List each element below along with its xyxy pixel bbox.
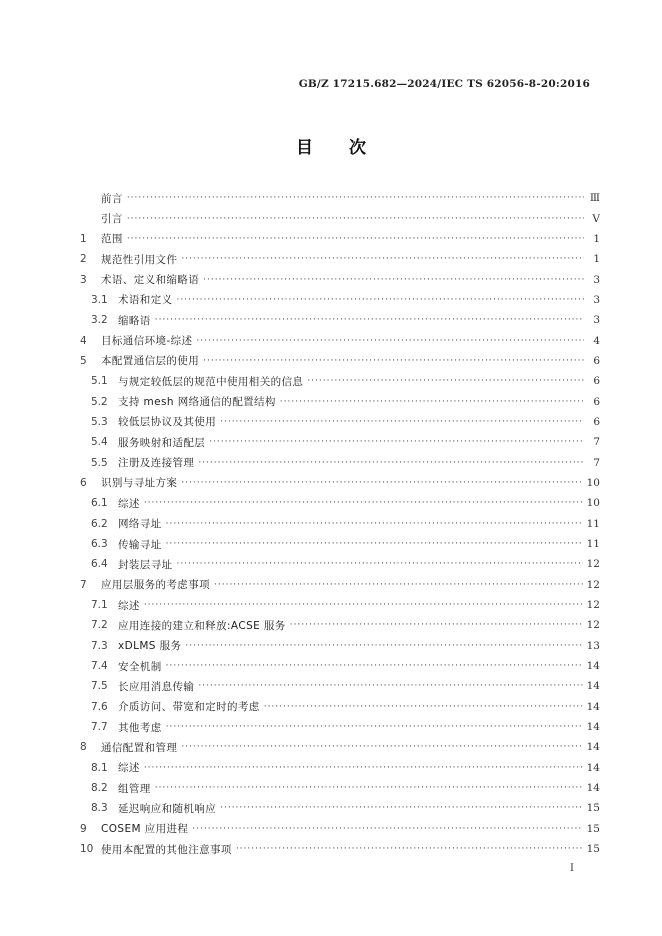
toc-leader-dots [181, 254, 584, 264]
toc-leader-dots [220, 803, 583, 813]
toc-leader-dots [203, 275, 584, 285]
toc-entry-number: 7.1 [91, 599, 108, 612]
table-of-contents [80, 188, 600, 859]
toc-entry-title: 范围 [101, 233, 123, 246]
toc-entry-title: 应用层服务的考虑事项 [101, 579, 210, 592]
toc-entry[interactable] [80, 534, 600, 554]
toc-entry[interactable] [80, 249, 600, 269]
toc-leader-dots [214, 580, 583, 590]
toc-entry[interactable] [80, 351, 600, 371]
toc-entry-title: COSEM 应用进程 [101, 823, 189, 836]
toc-entry-number: 3.1 [91, 293, 108, 306]
toc-entry-page: Ⅲ [589, 192, 600, 205]
toc-leader-dots [185, 641, 582, 651]
toc-entry-title: 长应用消息传输 [118, 680, 195, 693]
toc-entry[interactable] [80, 412, 600, 432]
toc-entry[interactable] [80, 839, 600, 859]
toc-entry-number: 5.4 [91, 436, 108, 449]
toc-entry-number: 10 [80, 843, 94, 856]
toc-entry[interactable] [80, 493, 600, 513]
toc-entry-page: 7 [593, 456, 600, 469]
toc-entry[interactable] [80, 758, 600, 778]
toc-entry-number: 7.5 [91, 680, 108, 693]
toc-entry-title: 传输寻址 [118, 538, 162, 551]
toc-entry[interactable] [80, 452, 600, 472]
standard-number: GB/Z 17215.682—2024/IEC TS 62056-8-20:2016 [298, 78, 590, 90]
toc-entry-title: 使用本配置的其他注意事项 [101, 843, 232, 856]
toc-entry-page: 1 [593, 253, 600, 266]
toc-entry-page: 10 [586, 497, 600, 510]
toc-leader-dots [220, 417, 584, 427]
toc-entry-title: xDLMS 服务 [118, 640, 182, 653]
toc-entry-number: 5.2 [91, 395, 108, 408]
toc-entry-page: 15 [586, 802, 600, 815]
toc-leader-dots [166, 539, 583, 549]
toc-entry-number: 3 [80, 273, 87, 286]
toc-entry-number: 8.3 [91, 802, 108, 815]
toc-entry-number: 2 [80, 253, 87, 266]
footer-page-number: I [570, 863, 574, 874]
toc-entry-page: 6 [593, 375, 600, 388]
toc-leader-dots [236, 844, 583, 854]
toc-entry-page: 14 [586, 721, 600, 734]
toc-entry-number: 6.2 [91, 517, 108, 530]
toc-entry[interactable] [80, 371, 600, 391]
toc-entry[interactable] [80, 188, 600, 208]
toc-entry-page: 3 [593, 293, 600, 306]
toc-entry-title: 安全机制 [118, 660, 162, 673]
toc-leader-dots [209, 437, 584, 447]
toc-leader-dots [290, 620, 583, 630]
toc-entry-page: 15 [586, 843, 600, 856]
toc-leader-dots [144, 600, 583, 610]
toc-leader-dots [155, 315, 584, 325]
toc-entry-page: 14 [586, 700, 600, 713]
toc-entry[interactable] [80, 819, 600, 839]
toc-entry-number: 7 [80, 578, 87, 591]
title-char-2: 次 [349, 138, 366, 158]
toc-leader-dots [177, 295, 585, 305]
toc-entry-title: 术语、定义和缩略语 [101, 274, 200, 287]
toc-entry-number: 7.2 [91, 619, 108, 632]
toc-entry-number: 9 [80, 822, 87, 835]
toc-leader-dots [264, 702, 583, 712]
toc-entry-page: 11 [586, 517, 600, 530]
toc-leader-dots [127, 193, 584, 203]
toc-leader-dots [177, 559, 583, 569]
toc-leader-dots [198, 681, 582, 691]
toc-entry-title: 较低层协议及其使用 [118, 416, 217, 429]
toc-entry-title: 服务映射和适配层 [118, 436, 206, 449]
toc-leader-dots [144, 763, 583, 773]
toc-entry[interactable] [80, 290, 600, 310]
toc-leader-dots [198, 458, 584, 468]
toc-entry-title: 封装层寻址 [118, 558, 173, 571]
toc-entry-number: 7.4 [91, 660, 108, 673]
toc-entry[interactable] [80, 208, 600, 228]
toc-entry-page: 15 [586, 822, 600, 835]
toc-entry-title: 综述 [118, 497, 140, 510]
toc-leader-dots [181, 478, 582, 488]
toc-entry[interactable] [80, 615, 600, 635]
toc-entry-number: 6 [80, 476, 87, 489]
toc-entry[interactable] [80, 229, 600, 249]
toc-leader-dots [196, 336, 584, 346]
toc-entry-number: 7.7 [91, 721, 108, 734]
toc-entry-page: 12 [586, 599, 600, 612]
toc-entry-number: 6.1 [91, 497, 108, 510]
toc-entry-title: 术语和定义 [118, 294, 173, 307]
toc-entry[interactable] [80, 697, 600, 717]
toc-entry-number: 3.2 [91, 314, 108, 327]
toc-leader-dots [166, 661, 583, 671]
toc-entry-page: 3 [593, 314, 600, 327]
toc-entry-title: 识别与寻址方案 [101, 477, 178, 490]
toc-leader-dots [192, 824, 582, 834]
toc-entry-page: 6 [593, 395, 600, 408]
toc-entry[interactable] [80, 595, 600, 615]
toc-entry-title: 综述 [118, 599, 140, 612]
toc-entry[interactable] [80, 636, 600, 656]
toc-entry-number: 8 [80, 741, 87, 754]
toc-entry-number: 7.3 [91, 639, 108, 652]
toc-entry-title: 组管理 [118, 782, 151, 795]
toc-entry-title: 介质访问、带宽和定时的考虑 [118, 701, 260, 714]
toc-leader-dots [181, 742, 582, 752]
toc-entry-number: 1 [80, 232, 87, 245]
toc-entry-title: 缩略语 [118, 314, 151, 327]
toc-leader-dots [280, 397, 584, 407]
toc-entry-page: 3 [593, 273, 600, 286]
toc-entry[interactable] [80, 717, 600, 737]
toc-entry-title: 与规定较低层的规范中使用相关的信息 [118, 375, 304, 388]
toc-entry-number: 5.3 [91, 415, 108, 428]
toc-entry-page: 13 [586, 639, 600, 652]
toc-entry[interactable] [80, 330, 600, 350]
toc-entry-title: 应用连接的建立和释放:ACSE 服务 [118, 619, 286, 632]
toc-entry-title: 延迟响应和随机响应 [118, 802, 217, 815]
toc-entry-number: 5.5 [91, 456, 108, 469]
page-title [0, 133, 662, 158]
toc-entry[interactable] [80, 391, 600, 411]
toc-entry-page: 12 [586, 578, 600, 591]
toc-leader-dots [166, 519, 583, 529]
toc-entry[interactable] [80, 473, 600, 493]
toc-entry[interactable] [80, 554, 600, 574]
toc-entry[interactable] [80, 676, 600, 696]
toc-entry-page: 14 [586, 782, 600, 795]
toc-entry[interactable] [80, 778, 600, 798]
toc-entry-page: 14 [586, 660, 600, 673]
toc-entry[interactable] [80, 575, 600, 595]
toc-entry-number: 5.1 [91, 375, 108, 388]
toc-entry-number: 6.3 [91, 538, 108, 551]
toc-entry-page: 4 [593, 334, 600, 347]
toc-entry-title: 通信配置和管理 [101, 741, 178, 754]
toc-leader-dots [127, 234, 584, 244]
toc-entry[interactable] [80, 310, 600, 330]
toc-entry-title: 其他考虑 [118, 721, 162, 734]
title-char-1: 目 [296, 138, 313, 158]
toc-entry-page: 11 [586, 538, 600, 551]
toc-entry-number: 4 [80, 334, 87, 347]
toc-entry-page: 14 [586, 741, 600, 754]
toc-entry-title: 网络寻址 [118, 518, 162, 531]
toc-entry-number: 6.4 [91, 558, 108, 571]
toc-leader-dots [155, 783, 583, 793]
toc-entry-title: 注册及连接管理 [118, 457, 195, 470]
toc-entry-page: 12 [586, 558, 600, 571]
toc-entry-title: 目标通信环境-综述 [101, 335, 193, 348]
toc-entry-number: 8.1 [91, 761, 108, 774]
toc-leader-dots [144, 498, 583, 508]
toc-entry-page: 1 [593, 232, 600, 245]
toc-entry-title: 本配置通信层的使用 [101, 355, 200, 368]
toc-leader-dots [203, 356, 584, 366]
toc-leader-dots [307, 376, 584, 386]
toc-entry[interactable] [80, 737, 600, 757]
toc-entry-title: 支持 mesh 网络通信的配置结构 [118, 396, 276, 409]
toc-entry-number: 8.2 [91, 782, 108, 795]
toc-entry-page: 6 [593, 354, 600, 367]
toc-entry-title: 引言 [101, 213, 123, 226]
toc-entry-title: 前言 [101, 192, 123, 205]
toc-entry-number: 5 [80, 354, 87, 367]
toc-entry[interactable] [80, 656, 600, 676]
toc-entry[interactable] [80, 432, 600, 452]
toc-entry-page: 14 [586, 761, 600, 774]
toc-entry-number: 7.6 [91, 700, 108, 713]
toc-entry[interactable] [80, 798, 600, 818]
toc-entry[interactable] [80, 269, 600, 289]
toc-entry-page: Ⅴ [592, 212, 600, 225]
toc-entry-page: 10 [586, 476, 600, 489]
toc-entry-title: 规范性引用文件 [101, 253, 178, 266]
toc-entry[interactable] [80, 514, 600, 534]
toc-entry-page: 6 [593, 415, 600, 428]
toc-entry-page: 7 [593, 436, 600, 449]
toc-leader-dots [166, 722, 583, 732]
toc-entry-page: 14 [586, 680, 600, 693]
toc-entry-title: 综述 [118, 762, 140, 775]
toc-entry-page: 12 [586, 619, 600, 632]
toc-leader-dots [127, 214, 584, 224]
